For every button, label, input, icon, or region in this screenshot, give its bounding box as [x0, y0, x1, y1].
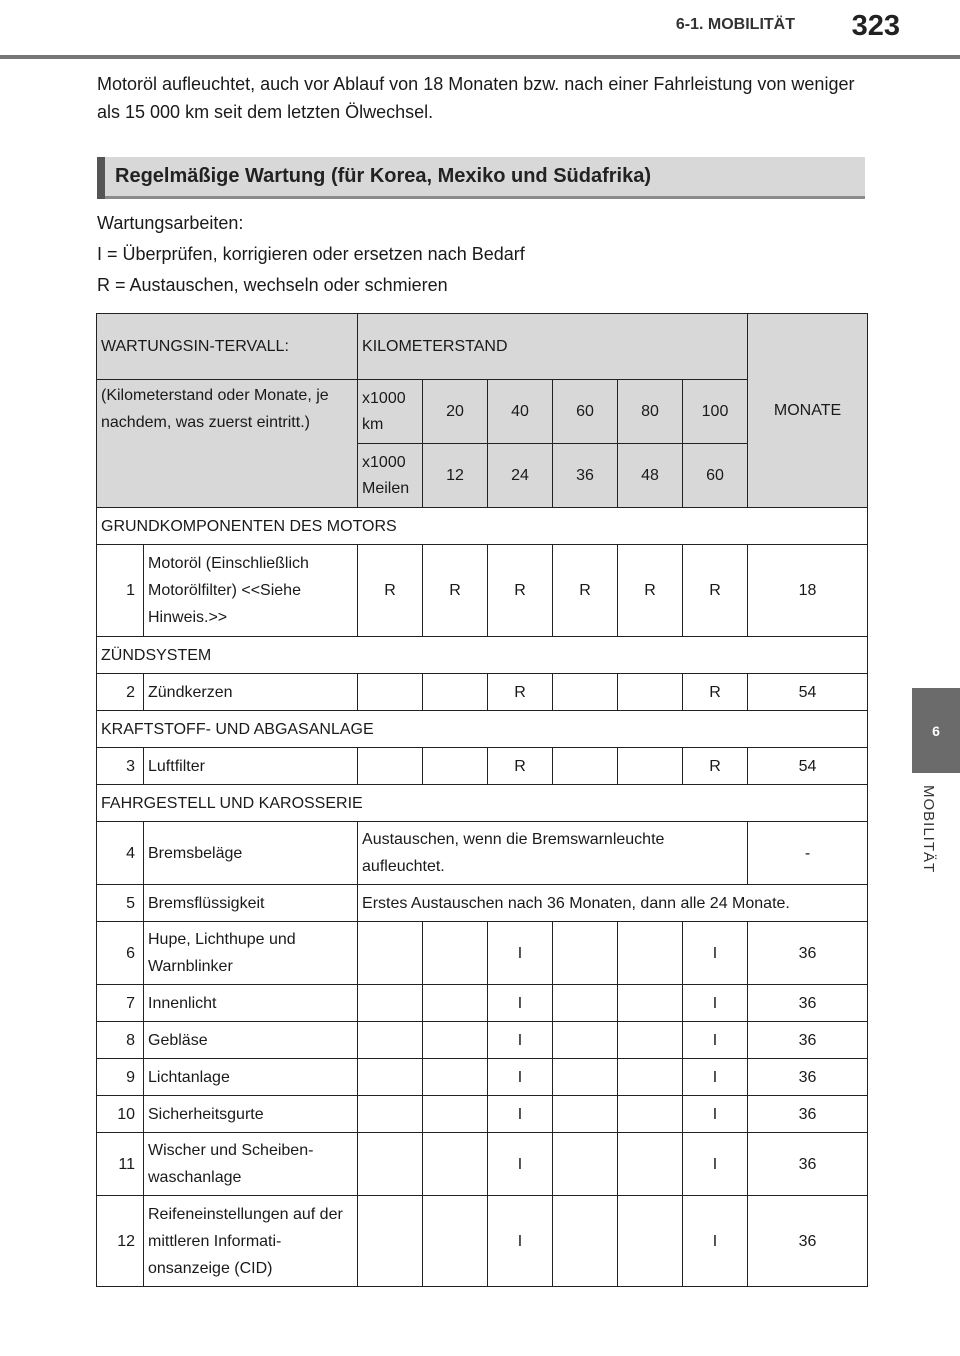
- mark-cell: [423, 748, 488, 785]
- months-header: MONATE: [748, 314, 868, 508]
- row-number: 9: [97, 1059, 144, 1096]
- mark-cell: [553, 1133, 618, 1196]
- unit-km: x1000 km: [358, 380, 423, 444]
- mark-cell: [553, 1096, 618, 1133]
- months-value: 54: [748, 674, 868, 711]
- mark-cell: [423, 985, 488, 1022]
- km-value: 60: [553, 380, 618, 444]
- months-value: 36: [748, 922, 868, 985]
- months-value: 36: [748, 1096, 868, 1133]
- row-number: 2: [97, 674, 144, 711]
- mark-cell: [358, 1059, 423, 1096]
- legend-line: I = Überprüfen, korrigieren oder ersetzen nach Bedarf: [97, 244, 525, 264]
- mark-cell: [423, 1133, 488, 1196]
- item-name: Reifeneinstellungen auf der mittleren Informati-onsanzeige (CID): [144, 1196, 358, 1287]
- item-name: Wischer und Scheiben-waschanlage: [144, 1133, 358, 1196]
- mark-cell: [358, 674, 423, 711]
- mark-cell: [618, 922, 683, 985]
- row-number: 11: [97, 1133, 144, 1196]
- mark-cell: [618, 1059, 683, 1096]
- category-row: KRAFTSTOFF- UND ABGASANLAGE: [97, 711, 868, 748]
- mark-cell: [618, 1096, 683, 1133]
- mark-cell: I: [683, 922, 748, 985]
- mark-cell: I: [488, 1196, 553, 1287]
- interval-note: (Kilometerstand oder Monate, je nachdem, was zuerst eintritt.): [97, 380, 358, 508]
- km-value: 40: [488, 380, 553, 444]
- mark-cell: I: [488, 985, 553, 1022]
- mark-cell: [423, 1022, 488, 1059]
- mark-cell: R: [423, 545, 488, 637]
- row-number: 5: [97, 885, 144, 922]
- row-number: 7: [97, 985, 144, 1022]
- mark-cell: I: [488, 1133, 553, 1196]
- row-number: 6: [97, 922, 144, 985]
- section-heading: [97, 157, 865, 199]
- mark-cell: R: [488, 748, 553, 785]
- mark-cell: [358, 748, 423, 785]
- km-value: 100: [683, 380, 748, 444]
- months-value: 18: [748, 545, 868, 637]
- months-value: 36: [748, 1059, 868, 1096]
- km-value: 80: [618, 380, 683, 444]
- maintenance-table: [96, 313, 868, 1287]
- unit-miles: x1000 Meilen: [358, 444, 423, 508]
- mark-cell: I: [683, 985, 748, 1022]
- mark-cell: [553, 674, 618, 711]
- mark-cell: [423, 922, 488, 985]
- row-number: 10: [97, 1096, 144, 1133]
- months-value: 36: [748, 1022, 868, 1059]
- mark-cell: I: [683, 1096, 748, 1133]
- row-number: 4: [97, 822, 144, 885]
- mile-value: 60: [683, 444, 748, 508]
- interval-label: WARTUNGSIN-TERVALL:: [97, 314, 358, 380]
- chapter-title: 6-1. MOBILITÄT: [675, 16, 795, 33]
- mark-cell: [618, 1196, 683, 1287]
- mark-cell: [423, 1059, 488, 1096]
- mark-cell: I: [683, 1059, 748, 1096]
- category-row: FAHRGESTELL UND KAROSSERIE: [97, 785, 868, 822]
- mark-cell: I: [488, 1059, 553, 1096]
- chapter-tab-number: 6: [912, 688, 960, 773]
- mark-cell: [618, 1133, 683, 1196]
- mark-cell: R: [618, 545, 683, 637]
- mark-cell: R: [488, 545, 553, 637]
- mark-cell: R: [553, 545, 618, 637]
- months-value: -: [748, 822, 868, 885]
- span-note: Austauschen, wenn die Bremswarnleuchte aufleuchtet.: [358, 822, 748, 885]
- mark-cell: [358, 1096, 423, 1133]
- mark-cell: [358, 922, 423, 985]
- legend-notes: [97, 208, 867, 301]
- mark-cell: [553, 1059, 618, 1096]
- row-number: 12: [97, 1196, 144, 1287]
- mark-cell: I: [683, 1133, 748, 1196]
- mile-value: 36: [553, 444, 618, 508]
- mark-cell: [423, 674, 488, 711]
- item-name: Zündkerzen: [144, 674, 358, 711]
- mark-cell: [553, 748, 618, 785]
- item-name: Gebläse: [144, 1022, 358, 1059]
- mark-cell: R: [358, 545, 423, 637]
- item-name: Lichtanlage: [144, 1059, 358, 1096]
- mile-value: 24: [488, 444, 553, 508]
- months-value: 36: [748, 1196, 868, 1287]
- mile-value: 48: [618, 444, 683, 508]
- mark-cell: I: [683, 1196, 748, 1287]
- item-name: Motoröl (Einschließlich Motorölfilter) <<Siehe Hinweis.>>: [144, 545, 358, 637]
- item-name: Hupe, Lichthupe und Warnblinker: [144, 922, 358, 985]
- header-rule: [0, 55, 960, 59]
- mark-cell: [358, 1196, 423, 1287]
- mark-cell: [618, 748, 683, 785]
- section-heading-bar: [97, 157, 105, 199]
- months-value: 54: [748, 748, 868, 785]
- item-name: Bremsbeläge: [144, 822, 358, 885]
- item-name: Bremsflüssigkeit: [144, 885, 358, 922]
- mark-cell: [553, 1196, 618, 1287]
- chapter-tab-label: MOBILITÄT: [920, 785, 937, 874]
- item-name: Luftfilter: [144, 748, 358, 785]
- mark-cell: R: [488, 674, 553, 711]
- mark-cell: [423, 1096, 488, 1133]
- category-row: ZÜNDSYSTEM: [97, 637, 868, 674]
- km-header: KILOMETERSTAND: [358, 314, 748, 380]
- row-number: 8: [97, 1022, 144, 1059]
- span-note: Erstes Austauschen nach 36 Monaten, dann alle 24 Monate.: [358, 885, 868, 922]
- item-name: Innenlicht: [144, 985, 358, 1022]
- mark-cell: I: [488, 1022, 553, 1059]
- intro-paragraph: Motoröl aufleuchtet, auch vor Ablauf von 18 Monaten bzw. nach einer Fahrleistung von weniger als 15 000 km seit dem letzten Ölwechsel.: [97, 74, 855, 122]
- mark-cell: I: [488, 1096, 553, 1133]
- km-value: 20: [423, 380, 488, 444]
- months-value: 36: [748, 1133, 868, 1196]
- mark-cell: [358, 985, 423, 1022]
- mark-cell: R: [683, 545, 748, 637]
- mark-cell: [553, 985, 618, 1022]
- mark-cell: I: [683, 1022, 748, 1059]
- row-number: 1: [97, 545, 144, 637]
- legend-line: Wartungsarbeiten:: [97, 213, 244, 233]
- mark-cell: R: [683, 748, 748, 785]
- mark-cell: [358, 1133, 423, 1196]
- mark-cell: [423, 1196, 488, 1287]
- section-heading-text: Regelmäßige Wartung (für Korea, Mexiko und Südafrika): [115, 165, 651, 187]
- page-number: 323: [851, 10, 900, 42]
- months-value: 36: [748, 985, 868, 1022]
- legend-line: R = Austauschen, wechseln oder schmieren: [97, 275, 448, 295]
- mark-cell: [553, 922, 618, 985]
- mark-cell: [618, 674, 683, 711]
- mark-cell: R: [683, 674, 748, 711]
- item-name: Sicherheitsgurte: [144, 1096, 358, 1133]
- mark-cell: [553, 1022, 618, 1059]
- mark-cell: I: [488, 922, 553, 985]
- mark-cell: [618, 985, 683, 1022]
- mark-cell: [618, 1022, 683, 1059]
- category-row: GRUNDKOMPONENTEN DES MOTORS: [97, 508, 868, 545]
- row-number: 3: [97, 748, 144, 785]
- mile-value: 12: [423, 444, 488, 508]
- mark-cell: [358, 1022, 423, 1059]
